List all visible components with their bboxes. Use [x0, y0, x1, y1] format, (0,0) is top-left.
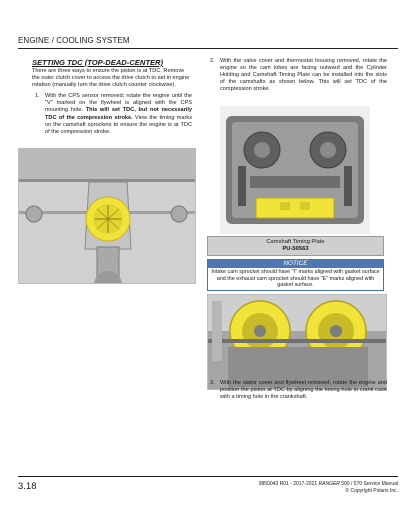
right-column [207, 58, 387, 93]
step-2 [207, 58, 387, 93]
section-header: ENGINE / COOLING SYSTEM [18, 36, 130, 45]
camshaft-illustration [220, 106, 370, 234]
manual-model: RANGER [318, 481, 340, 487]
tool-name: Camshaft Timing Plate [266, 239, 325, 245]
notice-box [207, 259, 384, 291]
step-number: 1. [35, 93, 40, 100]
flywheel-photo [18, 148, 196, 284]
step-number: 2. [210, 58, 215, 64]
cam-sprocket-photo [207, 294, 387, 390]
intro-paragraph: There are three ways to ensure the piston is at TDC. Remove the outer clutch cover to access the drive clutch to aid in engine rotation (manually turn the drive clutch counter clockwise). [32, 68, 190, 89]
step-3 [207, 380, 387, 401]
header-divider [18, 48, 398, 49]
tool-part-number: PU-50563 [282, 246, 309, 252]
manual-title-line [259, 481, 398, 488]
cam-timing-plate-photo [220, 106, 370, 234]
step-1 [32, 93, 192, 136]
step-text: With the stator cover and flywheel removed, rotate the engine and position the piston at TDC by aligning the timing hole in crank case with a timing hole in the crankshaft. [220, 380, 387, 401]
step-text: With the CPS sensor removed; rotate the engine until the "V" marked on the flywheel is aligned with the CPS mounting hole. [45, 93, 192, 114]
sprocket-illustration [208, 295, 387, 390]
manual-code: 9850043 R01 - 2017-2021 [258, 481, 319, 487]
step-number: 3. [210, 380, 215, 386]
step-text: With the valve cover and thermostat housing removed, rotate the engine so the cam lobes are facing outward and the Cylinder Holding and Camshaft Timing Plate can be installed into the slots of the camshafts as shown below. This will set TDC of the compression stroke. [220, 58, 387, 93]
notice-heading: NOTICE [208, 260, 383, 268]
copyright-line: © Copyright Polaris Inc. [345, 487, 398, 494]
step-text-cont: View the timing marks on the camshaft sprockets to ensure the engine is at TDC of the compression stroke. [45, 114, 192, 135]
left-column [32, 58, 192, 136]
section-title: SETTING TDC (TOP-DEAD-CENTER) [32, 58, 164, 67]
footer-divider [18, 476, 398, 477]
flywheel-illustration [19, 149, 196, 284]
notice-text: Intake cam sprocket should have "I" marks aligned with gasket surface and the exhaust cam sprocket should have "E" marks aligned with gasket surface. [211, 269, 380, 289]
footer-copyright [259, 481, 398, 494]
tool-caption [207, 236, 384, 256]
manual-title: 500 / 570 Service Manual [339, 481, 398, 487]
page-number: 3.18 [18, 481, 37, 492]
step-bold-text: This will set TDC, but not necessarily TDC of the compression stroke. [45, 107, 192, 121]
